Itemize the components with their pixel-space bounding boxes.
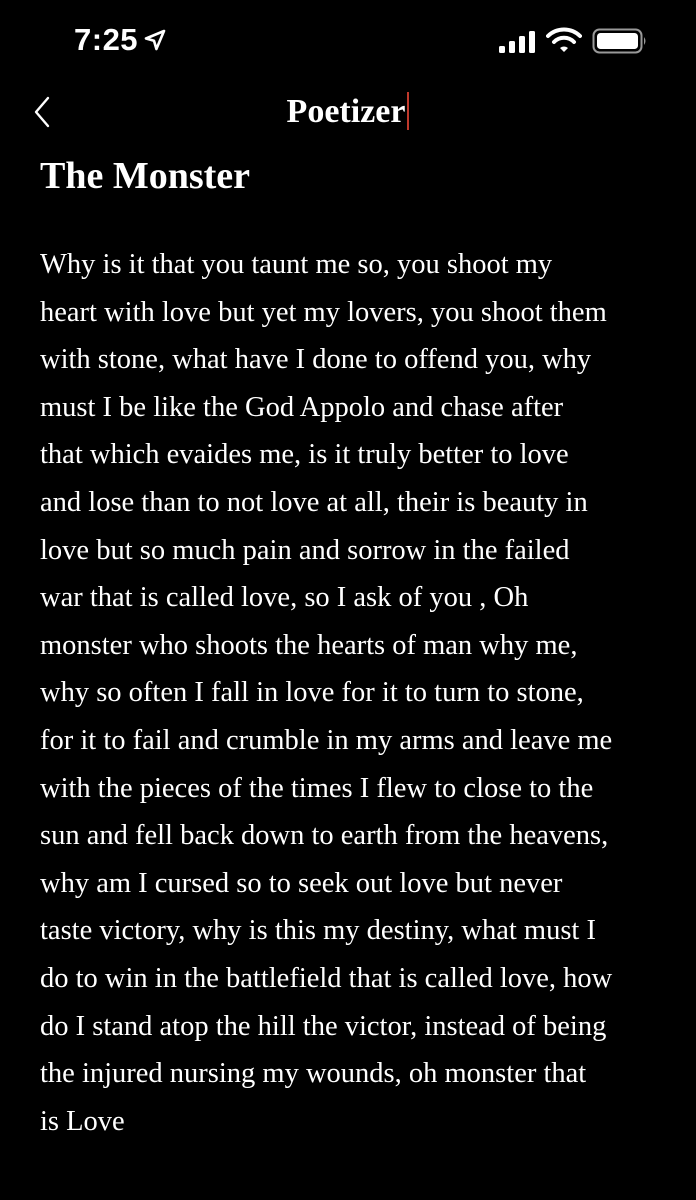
cellular-signal-icon [498,30,538,54]
status-bar [0,0,696,90]
poem-line: why am I cursed so to seek out love but never [40,867,563,899]
poem-line: the injured nursing my wounds, oh monster that [40,1058,587,1090]
poem-line: is Love [40,1105,125,1137]
poem-line: monster who shoots the hearts of man why me, [40,629,578,661]
poem-line: that which evaides me, is it truly better to love [40,439,569,471]
poem-line: and lose than to not love at all, their is beauty in [40,486,588,518]
poem-body [40,241,670,1145]
text-cursor [407,92,409,130]
poem-line: do to win in the battlefield that is called love, how [40,962,613,994]
poem-title: The Monster [40,155,251,197]
poem-line: for it to fail and crumble in my arms and leave me [40,724,613,756]
status-time: 7:25 [74,22,139,57]
app-title [0,92,696,131]
wifi-icon [546,26,582,54]
poem-line: sun and fell back down to earth from the heavens, [40,820,609,852]
app-title-text: Poetizer [286,93,406,130]
poem-line: why so often I fall in love for it to turn to stone, [40,677,584,709]
poem-line: with stone, what have I done to offend you, why [40,344,592,376]
location-arrow-icon [143,28,167,52]
nav-bar [0,88,696,138]
poem-line: war that is called love, so I ask of you , Oh [40,582,529,614]
poem-line: Why is it that you taunt me so, you shoot my [40,249,553,280]
poem-line: heart with love but yet my lovers, you shoot them [40,296,607,328]
poem-line: love but so much pain and sorrow in the failed [40,534,570,566]
poem-line: do I stand atop the hill the victor, instead of being [40,1010,607,1042]
poem-line: with the pieces of the times I flew to close to the [40,772,594,804]
battery-icon [592,28,648,54]
poem-line: taste victory, why is this my destiny, what must I [40,915,596,947]
poem-line: must I be like the God Appolo and chase after [40,391,564,423]
